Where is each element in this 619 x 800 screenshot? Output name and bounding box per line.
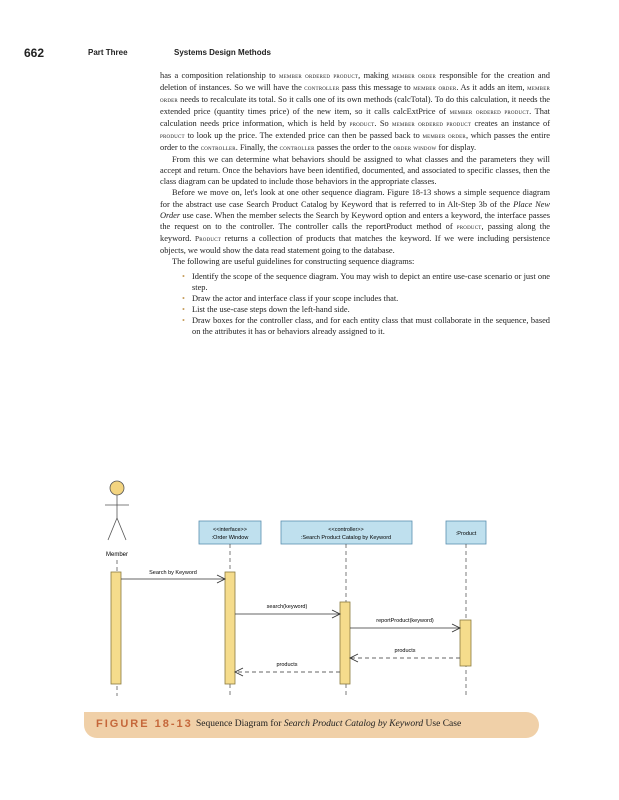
- message-search-by-keyword: [121, 570, 225, 579]
- sequence-diagram: [80, 478, 520, 698]
- figure-label: FIGURE 18-13: [96, 718, 193, 730]
- message-label: search(keyword): [266, 604, 308, 610]
- caption-suffix: Use Case: [423, 719, 462, 729]
- object-stereotype: <<interface>>: [213, 527, 247, 533]
- caption-prefix: Sequence Diagram for: [196, 719, 284, 729]
- object-stereotype: <<controller>>: [328, 527, 364, 533]
- activation-order-window: [225, 572, 235, 684]
- caption-use-case: Search Product Catalog by Keyword: [283, 719, 424, 729]
- guideline-item: • Draw the actor and interface class if your scope includes that.: [182, 293, 550, 304]
- object-search-controller: [281, 521, 412, 544]
- paragraph-3: Before we move on, let's look at one other sequence diagram. Figure 18-13 shows a simple sequence diagram for the abstract use case Search Product Catalog by Keyword that is referred to in Alt-Step 3b of the Place New Order use case. When the member selects the Search by Keyword option and enters a keyword, the interface passes the request on to the controller. The controller calls the reportProduct method of product, passing along the keyword. Product returns a collection of products that matches the keyword. If we were including persistence objects, we would show the data read statement going to the database.: [160, 188, 551, 255]
- message-products-return-2: [235, 662, 340, 672]
- guideline-item: • Identify the scope of the sequence diagram. You may wish to depict an entire use-case scenario or just one step.: [182, 271, 550, 293]
- actor-head: [110, 481, 124, 495]
- object-name: :Order Window: [211, 535, 249, 541]
- object-name: :Search Product Catalog by Keyword: [300, 535, 392, 541]
- part-label: Part Three: [88, 48, 128, 57]
- paragraph-1: has a composition relationship to member ordered product, making member order responsible for the creation and deletion of instances. So we will have the controller pass this message to member order. As it adds an item, member order needs to recalculate its total. So it calls one of its own methods (calcTotal). To do this calculation, it needs the extended price (quantity times price) of the new item, so it calls calcExtPrice of member ordered product. That calculation needs price information, which is held by product. So member ordered product creates an instance of product to look up the price. The extended price can then be passed back to member order, which passes the entire order to the controller. Finally, the controller passes the order to the order window for display.: [160, 71, 550, 153]
- activation-product: [460, 620, 471, 666]
- paragraph-2: From this we can determine what behaviors should be assigned to what classes and the parameters they will accept and return. Once the behaviors have been identified, documented, and associated to specific classes, then the class diagram can be updated to include those behaviors in the appropriate classes.: [160, 155, 550, 187]
- body-text: [160, 70, 550, 337]
- message-products-return-1: [350, 648, 460, 658]
- object-name: :Product: [455, 531, 477, 537]
- page-header: [24, 46, 595, 62]
- figure-caption: [84, 712, 539, 738]
- section-title: Systems Design Methods: [174, 48, 271, 57]
- guideline-list: [160, 271, 550, 337]
- page-number: 662: [24, 46, 45, 60]
- actor-label: Member: [105, 552, 129, 558]
- activation-member: [111, 572, 121, 684]
- message-label: products: [276, 662, 298, 668]
- figure-title: [196, 719, 461, 729]
- sequence-diagram-svg: [80, 478, 520, 698]
- message-label: reportProduct(keyword): [376, 618, 434, 624]
- activation-controller: [340, 602, 350, 684]
- actor-member: [105, 481, 129, 558]
- guideline-item: • Draw boxes for the controller class, and for each entity class that must collaborate in the sequence, based on the attributes it has or behaviors already assigned to it.: [182, 315, 550, 337]
- message-label: products: [394, 648, 416, 654]
- guideline-item: • List the use-case steps down the left-hand side.: [182, 304, 550, 315]
- object-order-window: [199, 521, 261, 544]
- paragraph-4: The following are useful guidelines for constructing sequence diagrams:: [172, 256, 415, 266]
- message-label: Search by Keyword: [149, 570, 197, 576]
- object-product: [446, 521, 486, 544]
- message-search-keyword: [235, 604, 340, 614]
- message-report-product: [350, 618, 460, 628]
